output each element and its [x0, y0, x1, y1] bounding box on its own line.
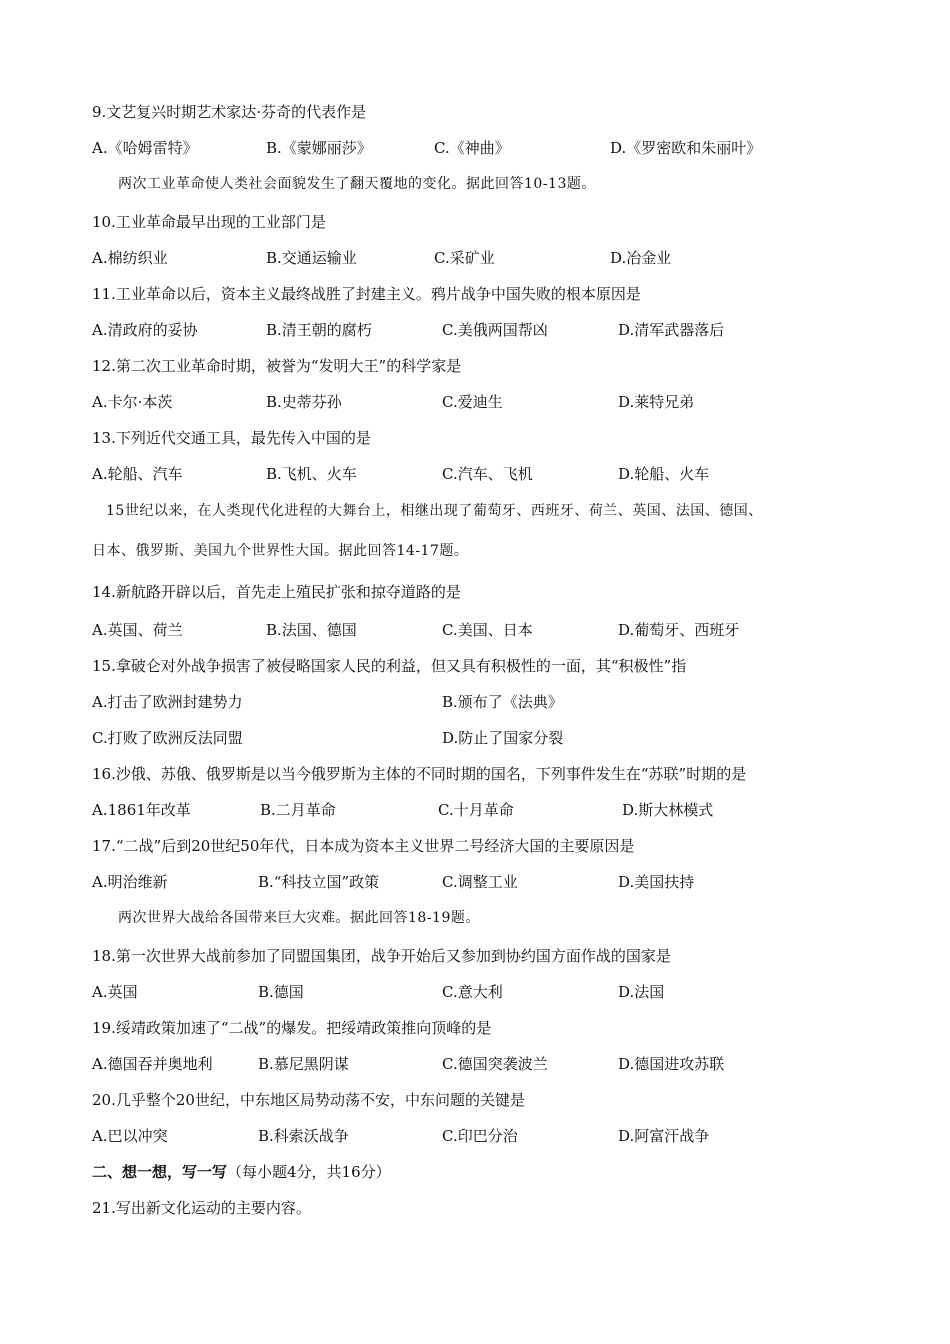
question-10-stem: 10.工业革命最早出现的工业部门是 [92, 213, 326, 231]
question-16-stem: 16.沙俄、苏俄、俄罗斯是以当今俄罗斯为主体的不同时期的国名，下列事件发生在“苏联”时期的是 [92, 765, 747, 783]
question-17-option-a: A.明治维新 [92, 873, 168, 891]
question-13-option-a: A.轮船、汽车 [92, 465, 183, 483]
question-18-option-c: C.意大利 [442, 983, 503, 1001]
question-10-option-d: D.冶金业 [610, 249, 672, 267]
question-10-option-c: C.采矿业 [434, 249, 495, 267]
intro-14-17-line2: 日本、俄罗斯、美国九个世界性大国。据此回答14-17题。 [92, 543, 469, 559]
question-13-stem: 13.下列近代交通工具，最先传入中国的是 [92, 429, 371, 447]
question-11-option-c: C.美俄两国帮凶 [442, 321, 548, 339]
intro-18-19: 两次世界大战给各国带来巨大灾难。据此回答18-19题。 [118, 910, 480, 926]
question-15-option-b: B.颁布了《法典》 [442, 693, 563, 711]
question-11-option-a: A.清政府的妥协 [92, 321, 198, 339]
question-16-option-d: D.斯大林模式 [622, 801, 714, 819]
question-12-option-c: C.爱迪生 [442, 393, 503, 411]
question-13-option-c: C.汽车、飞机 [442, 465, 533, 483]
question-12-option-a: A.卡尔·本茨 [92, 393, 173, 411]
question-20-option-a: A.巴以冲突 [92, 1127, 168, 1145]
question-19-option-a: A.德国吞并奥地利 [92, 1055, 213, 1073]
section-2-note: （每小题4分，共16分） [227, 1163, 391, 1181]
question-15-option-a: A.打击了欧洲封建势力 [92, 693, 243, 711]
section-2-title: 二、想一想，写一写 [92, 1163, 228, 1181]
question-19-option-d: D.德国进攻苏联 [618, 1055, 725, 1073]
question-14-option-c: C.美国、日本 [442, 621, 533, 639]
question-19-option-c: C.德国突袭波兰 [442, 1055, 548, 1073]
question-15-option-d: D.防止了国家分裂 [442, 729, 564, 747]
question-15-stem: 15.拿破仑对外战争损害了被侵略国家人民的利益，但又具有积极性的一面，其“积极性”指 [92, 657, 687, 675]
question-9-option-b: B.《蒙娜丽莎》 [266, 139, 372, 157]
section-2-heading [92, 1162, 391, 1182]
question-14-option-a: A.英国、荷兰 [92, 621, 183, 639]
question-9-stem: 9.文艺复兴时期艺术家达·芬奇的代表作是 [92, 103, 367, 121]
question-9-option-a: A.《哈姆雷特》 [92, 139, 198, 157]
question-9-option-c: C.《神曲》 [434, 139, 510, 157]
question-18-stem: 18.第一次世界大战前参加了同盟国集团，战争开始后又参加到协约国方面作战的国家是 [92, 947, 671, 965]
question-20-option-d: D.阿富汗战争 [618, 1127, 710, 1145]
question-11-option-b: B.清王朝的腐朽 [266, 321, 372, 339]
question-14-option-b: B.法国、德国 [266, 621, 357, 639]
question-16-option-c: C.十月革命 [438, 801, 514, 819]
question-14-stem: 14.新航路开辟以后，首先走上殖民扩张和掠夺道路的是 [92, 583, 461, 601]
question-12-option-b: B.史蒂芬孙 [266, 393, 342, 411]
question-19-stem: 19.绥靖政策加速了“二战”的爆发。把绥靖政策推向顶峰的是 [92, 1019, 492, 1037]
question-19-option-b: B.慕尼黑阴谋 [258, 1055, 349, 1073]
question-17-stem: 17.“二战”后到20世纪50年代，日本成为资本主义世界二号经济大国的主要原因是 [92, 837, 635, 855]
question-12-stem: 12.第二次工业革命时期，被誉为“发明大王”的科学家是 [92, 357, 462, 375]
intro-14-17-line1: 15世纪以来，在人类现代化进程的大舞台上，相继出现了葡萄牙、西班牙、荷兰、英国、法国、德国、 [106, 503, 763, 519]
intro-10-13: 两次工业革命使人类社会面貌发生了翻天覆地的变化。据此回答10-13题。 [118, 176, 596, 192]
question-9-option-d: D.《罗密欧和朱丽叶》 [610, 139, 762, 157]
question-10-option-a: A.棉纺织业 [92, 249, 168, 267]
question-20-option-c: C.印巴分治 [442, 1127, 518, 1145]
question-10-option-b: B.交通运输业 [266, 249, 357, 267]
question-18-option-a: A.英国 [92, 983, 138, 1001]
question-17-option-c: C.调整工业 [442, 873, 518, 891]
question-17-option-b: B.“科技立国”政策 [258, 873, 380, 891]
question-14-option-d: D.葡萄牙、西班牙 [618, 621, 740, 639]
question-21-stem: 21.写出新文化运动的主要内容。 [92, 1199, 311, 1217]
question-18-option-b: B.德国 [258, 983, 304, 1001]
question-13-option-b: B.飞机、火车 [266, 465, 357, 483]
question-15-option-c: C.打败了欧洲反法同盟 [92, 729, 243, 747]
question-11-option-d: D.清军武器落后 [618, 321, 725, 339]
question-18-option-d: D.法国 [618, 983, 665, 1001]
question-17-option-d: D.美国扶持 [618, 873, 695, 891]
question-16-option-b: B.二月革命 [260, 801, 336, 819]
question-20-option-b: B.科索沃战争 [258, 1127, 349, 1145]
question-11-stem: 11.工业革命以后，资本主义最终战胜了封建主义。鸦片战争中国失败的根本原因是 [92, 285, 641, 303]
question-16-option-a: A.1861年改革 [92, 801, 191, 819]
question-13-option-d: D.轮船、火车 [618, 465, 710, 483]
question-12-option-d: D.莱特兄弟 [618, 393, 695, 411]
question-20-stem: 20.几乎整个20世纪，中东地区局势动荡不安，中东问题的关键是 [92, 1091, 525, 1109]
